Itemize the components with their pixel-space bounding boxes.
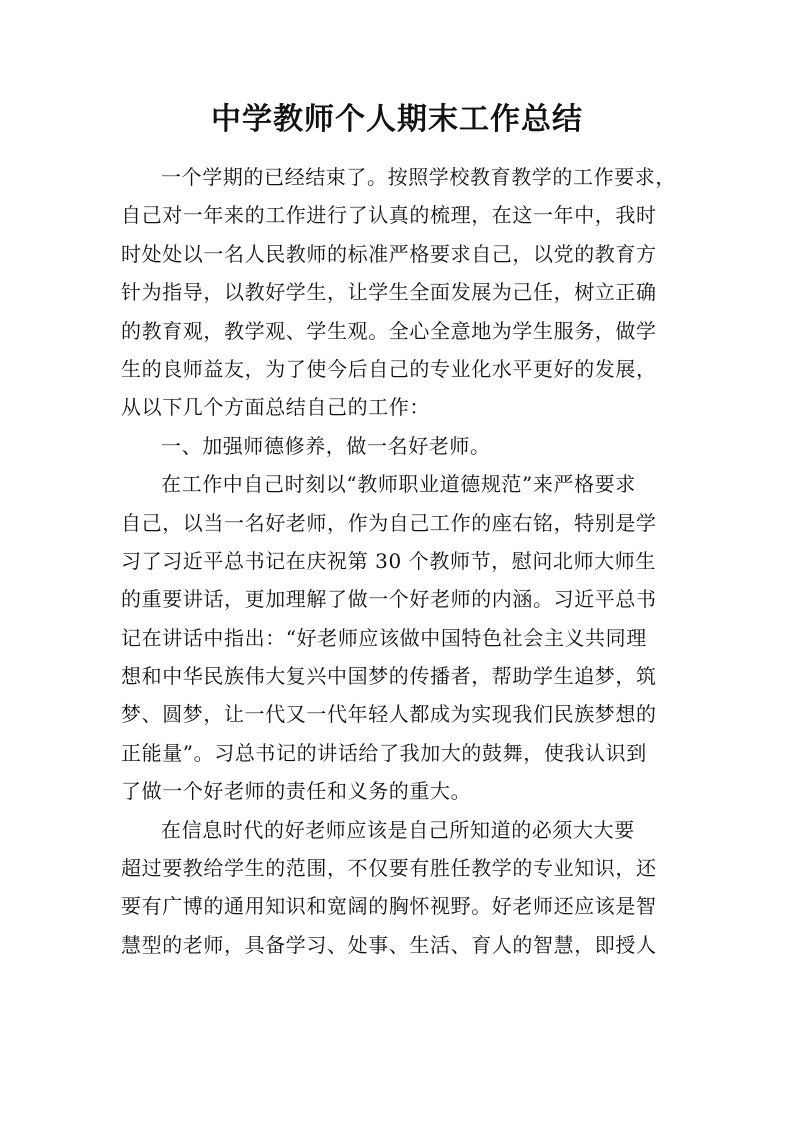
paragraph-line: 梦、圆梦，让一代又一代年轻人都成为实现我们民族梦想的 <box>121 702 657 727</box>
paragraph-line: 在信息时代的好老师应该是自己所知道的必须大大要 <box>161 817 635 842</box>
paragraph-line: 习了习近平总书记在庆祝第 30 个教师节，慰问北师大师生 <box>121 548 656 573</box>
paragraph-line: 慧型的老师，具备学习、处事、生活、育人的智慧，即授人 <box>121 932 657 957</box>
document-body <box>121 158 691 964</box>
paragraph-line: 从以下几个方面总结自己的工作： <box>121 395 430 420</box>
paragraph-line: 自己，以当一名好老师，作为自己工作的座右铭，特别是学 <box>121 510 657 535</box>
paragraph-line: 了做一个好老师的责任和义务的重大。 <box>121 779 472 804</box>
paragraph-line: 的教育观，教学观、学生观。全心全意地为学生服务，做学 <box>121 318 657 343</box>
paragraph-line: 自己对一年来的工作进行了认真的梳理，在这一年中，我时 <box>121 203 657 228</box>
paragraph-line: 超过要教给学生的范围，不仅要有胜任教学的专业知识，还 <box>121 856 657 881</box>
paragraph-line: 针为指导，以教好学生，让学生全面发展为己任，树立正确 <box>121 280 657 305</box>
paragraph-line: 一个学期的已经结束了。按照学校教育教学的工作要求， <box>161 165 676 189</box>
section-heading: 一、加强师德修养，做一名好老师。 <box>161 433 491 458</box>
paragraph-line: 时处处以一名人民教师的标准严格要求自己，以党的教育方 <box>121 241 657 266</box>
paragraph-line: 在工作中自己时刻以“教师职业道德规范”来严格要求 <box>161 472 636 497</box>
paragraph-line: 记在讲话中指出：“好老师应该做中国特色社会主义共同理 <box>121 625 647 650</box>
paragraph-line: 正能量”。习总书记的讲话给了我加大的鼓舞，使我认识到 <box>121 740 647 765</box>
document-title: 中学教师个人期末工作总结 <box>211 102 583 137</box>
paragraph-line: 生的良师益友，为了使今后自己的专业化水平更好的发展， <box>121 356 657 381</box>
paragraph-line: 要有广博的通用知识和宽阔的胸怀视野。好老师还应该是智 <box>121 894 657 919</box>
paragraph-line: 的重要讲话，更加理解了做一个好老师的内涵。习近平总书 <box>121 587 657 612</box>
paragraph-line: 想和中华民族伟大复兴中国梦的传播者，帮助学生追梦，筑 <box>121 664 657 689</box>
